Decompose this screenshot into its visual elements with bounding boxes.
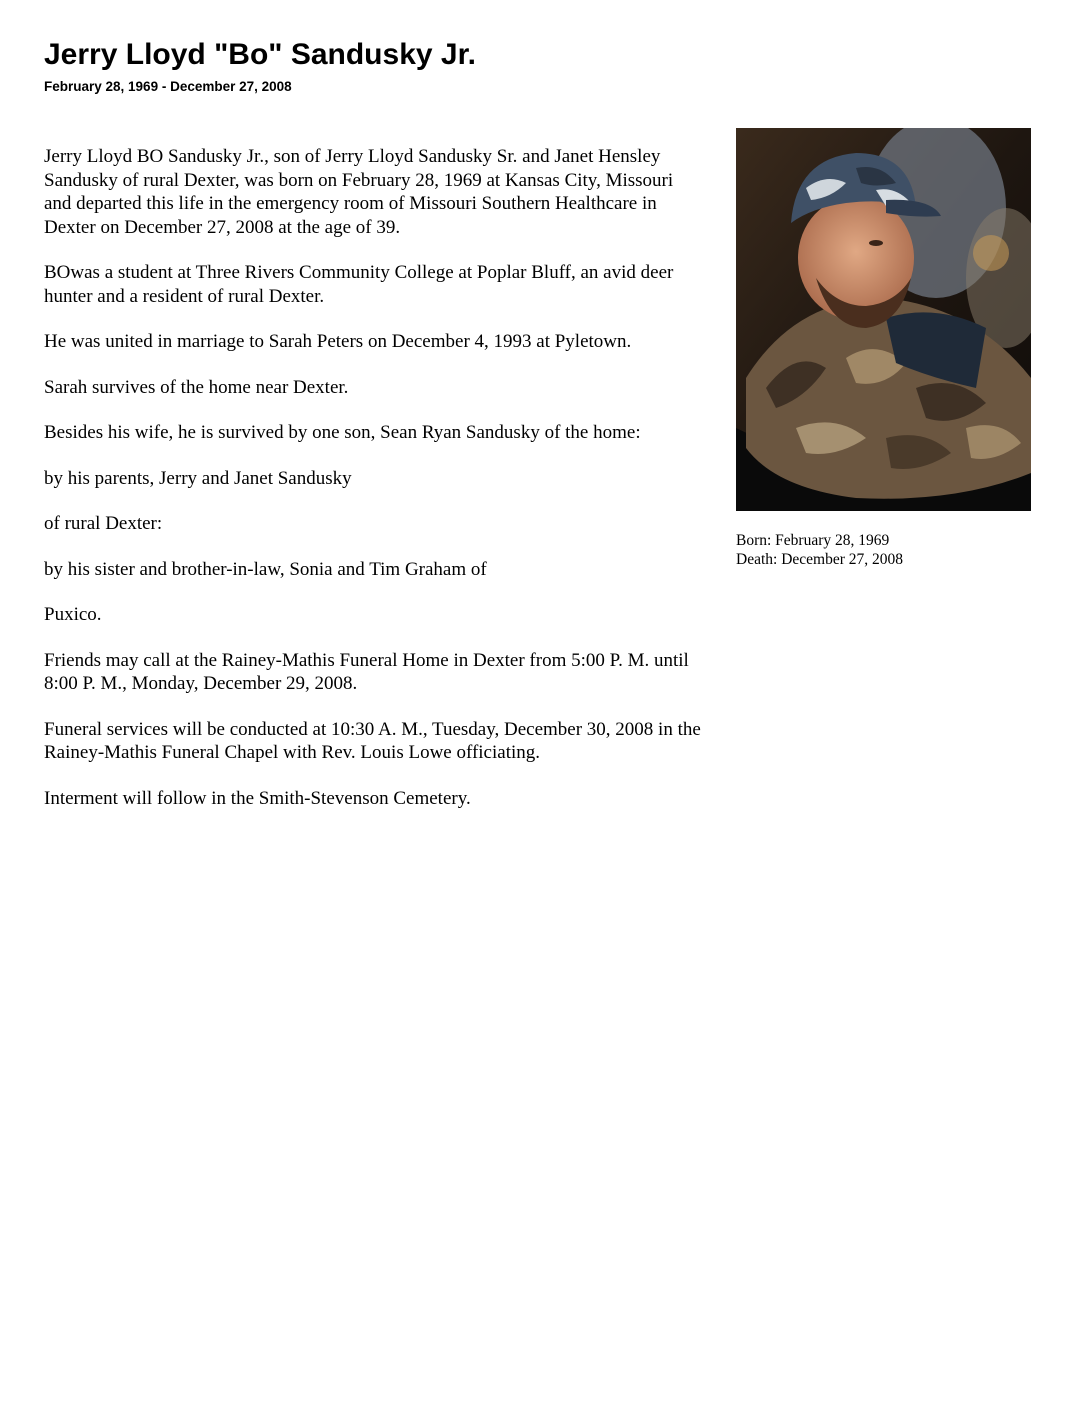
obituary-paragraph: Funeral services will be conducted at 10:30 A. M., Tuesday, December 30, 2008 in the Rainey-Mathis Funeral Chapel with Rev. Louis Lowe officiating. [44, 718, 701, 763]
obituary-paragraph: Jerry Lloyd BO Sandusky Jr., son of Jerry Lloyd Sandusky Sr. and Janet Hensley Sandusky of rural Dexter, was born on February 28, 1969 at Kansas City, Missouri and departed this life in the emergency room of Missouri Southern Healthcare in Dexter on December 27, 2008 at the age of 39. [44, 146, 674, 238]
obituary-paragraph: Puxico. [44, 604, 102, 625]
obituary-paragraph: of rural Dexter: [44, 513, 163, 534]
born-date: Born: February 28, 1969 [736, 532, 890, 549]
obituary-paragraph: Besides his wife, he is survived by one son, Sean Ryan Sandusky of the home: [44, 422, 641, 443]
photo-caption [736, 531, 903, 569]
obituary-paragraph: by his sister and brother-in-law, Sonia and Tim Graham of [44, 558, 487, 580]
obituary-paragraph: Interment will follow in the Smith-Stevenson Cemetery. [44, 787, 471, 809]
obituary-paragraph: by his parents, Jerry and Janet Sandusky [44, 467, 352, 489]
page-title: Jerry Lloyd "Bo" Sandusky Jr. [44, 38, 476, 71]
obituary-body [44, 145, 704, 832]
obituary-paragraph: Friends may call at the Rainey-Mathis Funeral Home in Dexter from 5:00 P. M. until 8:00 P. M., Monday, December 29, 2008. [44, 649, 689, 694]
obituary-paragraph: Sarah survives of the home near Dexter. [44, 376, 349, 398]
death-date: Death: December 27, 2008 [736, 551, 903, 568]
life-dates: February 28, 1969 - December 27, 2008 [44, 79, 292, 94]
obituary-paragraph: He was united in marriage to Sarah Peters on December 4, 1993 at Pyletown. [44, 331, 632, 352]
portrait-photo [736, 128, 1031, 511]
obituary-paragraph: BOwas a student at Three Rivers Community College at Poplar Bluff, an avid deer hunter and a resident of rural Dexter. [44, 262, 674, 307]
